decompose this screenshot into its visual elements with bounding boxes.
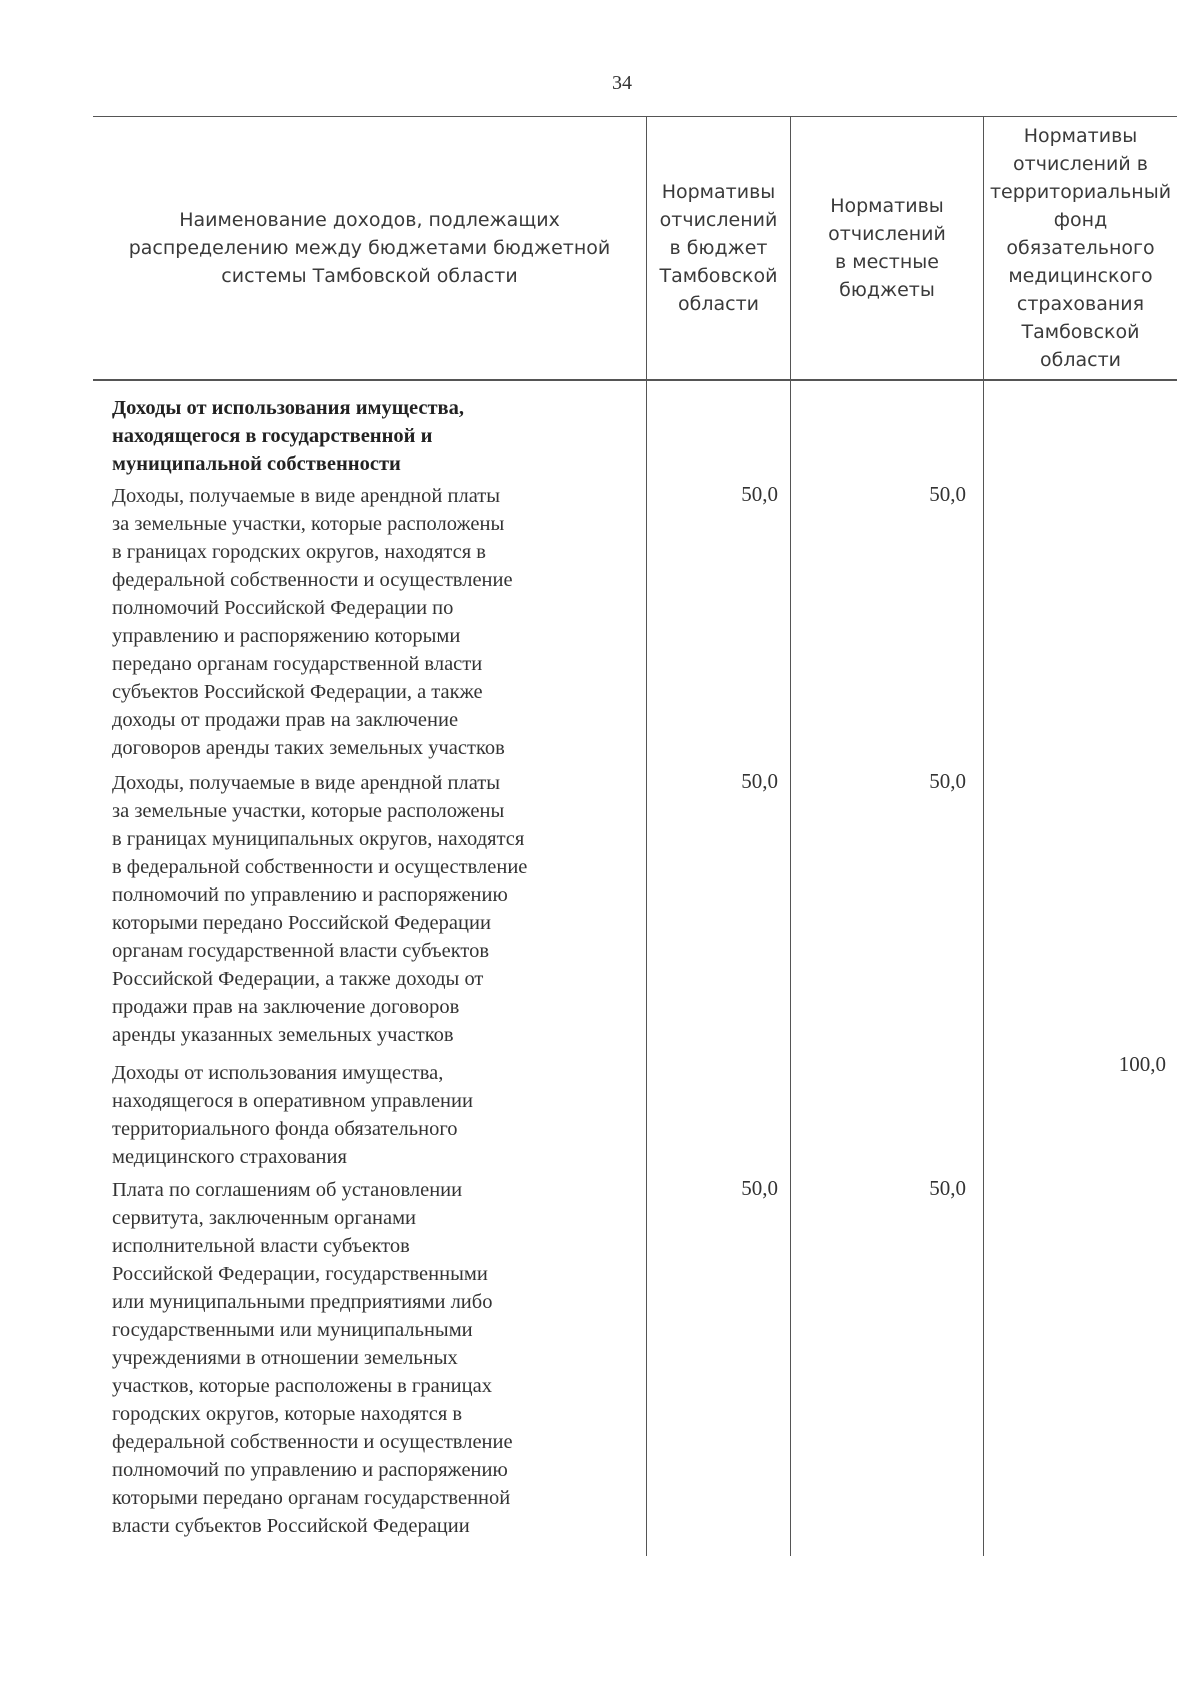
row-regional-value: 50,0 <box>741 769 778 793</box>
row-tfoms-value: 100,0 <box>1118 1052 1166 1076</box>
header-income-name: Наименование доходов, подлежащих распределению между бюджетами бюджетной системы Тамбовской области <box>128 209 611 287</box>
row-name: Доходы, получаемые в виде арендной платы за земельные участки, которые расположены в границах городских округов, находятся в федеральной собственности и осуществление полномочий Российской Федерации по управлению и распоряжению которыми передано органам государственной власти субъектов Российской Федерации, а также доходы от продажи прав на заключение договоров аренды таких земельных участков <box>112 485 513 759</box>
table-top-rule <box>93 116 1177 117</box>
page-number: 34 <box>612 72 632 94</box>
header-regional-budget: Нормативы отчислений в бюджет Тамбовской области <box>659 181 778 315</box>
header-bottom-rule <box>93 379 1177 381</box>
row-local-value: 50,0 <box>929 1176 966 1200</box>
header-local-budgets: Нормативы отчислений в местные бюджеты <box>828 195 946 301</box>
row-name: Доходы, получаемые в виде арендной платы за земельные участки, которые расположены в границах муниципальных округов, находятся в федеральной собственности и осуществление полномочий по управлению и распоряжению которыми передано Российской Федерации органам государственной власти субъектов Российской Федерации, а также доходы от продажи прав на заключение договоров аренды указанных земельных участков <box>112 772 528 1046</box>
row-regional-value: 50,0 <box>741 482 778 506</box>
row-local-value: 50,0 <box>929 769 966 793</box>
section-title: Доходы от использования имущества, находящегося в государственной и муниципальной собственности <box>112 397 465 475</box>
row-name: Плата по соглашениям об установлении сервитута, заключенным органами исполнительной власти субъектов Российской Федерации, государственными или муниципальными предприятиями либо государственными или муниципальными учреждениями в отношении земельных участков, которые расположены в границах городских округов, которые находятся в федеральной собственности и осуществление полномочий по управлению и распоряжению которыми передано органам государственной власти субъектов Российской Федерации <box>112 1179 513 1537</box>
row-local-value: 50,0 <box>929 482 966 506</box>
row-regional-value: 50,0 <box>741 1176 778 1200</box>
row-name: Доходы от использования имущества, находящегося в оперативном управлении территориального фонда обязательного медицинского страхования <box>112 1062 473 1168</box>
header-tfoms: Нормативы отчислений в территориальный фонд обязательного медицинского страхования Тамбовской области <box>989 125 1172 371</box>
